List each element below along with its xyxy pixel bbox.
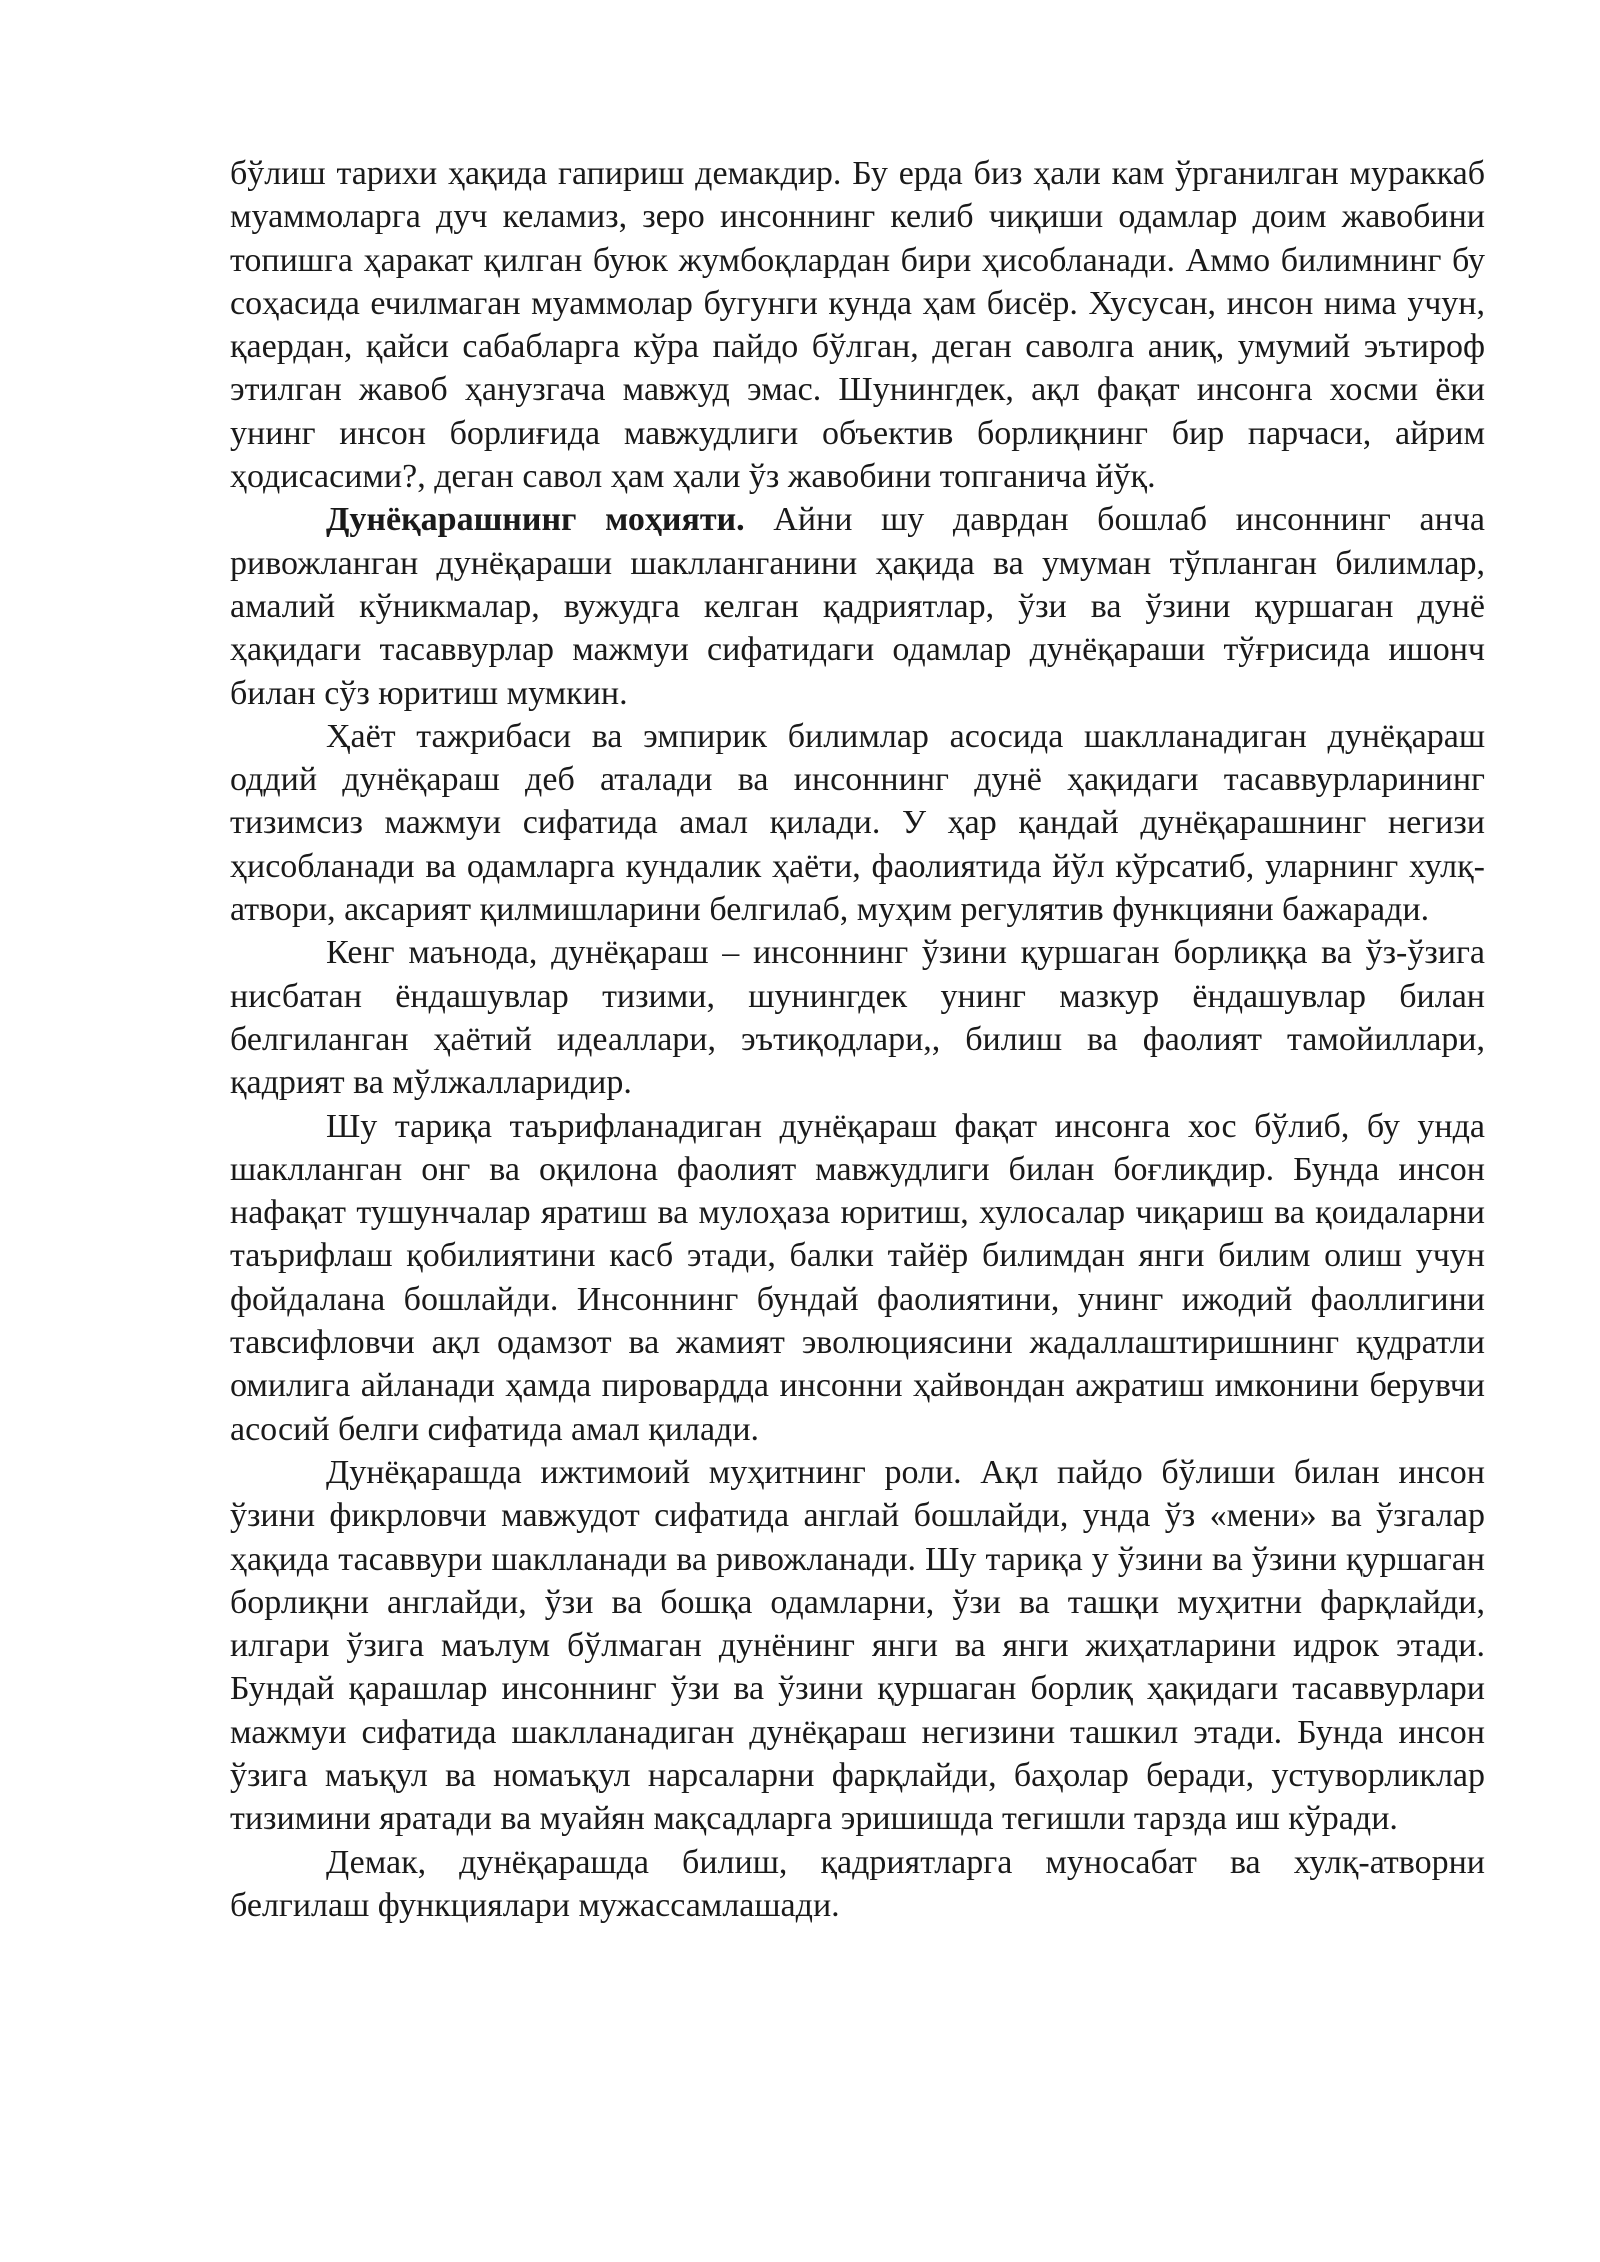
paragraph-7-text: Демак, дунёқарашда билиш, қадриятларга муносабат ва хулқ-атворни белгилаш функциялари мужассамлашади. — [230, 1843, 1485, 1924]
paragraph-1-text: бўлиш тарихи ҳақида гапириш демакдир. Бу ерда биз ҳали кам ўрганилган мураккаб муаммоларга дуч келамиз, зеро инсоннинг келиб чиқиши одамлар доим жавобини топишга ҳаракат қилган буюк жумбоқлардан бири ҳисобланади. Аммо билимнинг бу соҳасида ечилмаган муаммолар бугунги кунда ҳам бисёр. Хусусан, инсон нима учун, қаердан, қайси сабабларга кўра пайдо бўлган, деган саволга аниқ, умумий эътироф этилган жавоб ҳанузгача мавжуд эмас. Шунингдек, ақл фақат инсонга хосми ёки унинг инсон борлиғида мавжудлиги объектив борлиқнинг бир парчаси, айрим ҳодисасими?, деган савол ҳам ҳали ўз жавобини топганича йўқ. — [230, 155, 1485, 496]
paragraph-3 — [230, 715, 1485, 931]
paragraph-3-text: Ҳаёт тажрибаси ва эмпирик билимлар асосида шаклланадиган дунёқараш оддий дунёқараш деб аталади ва инсоннинг дунё ҳақидаги тасаввурларининг тизимсиз мажмуи сифатида амал қилади. У ҳар қандай дунёқарашнинг негизи ҳисобланади ва одамларга кундалик ҳаёти, фаолиятида йўл кўрсатиб, уларнинг хулқ-атвори, аксарият қилмишларини белгилаб, муҳим регулятив функцияни бажаради. — [230, 717, 1485, 929]
paragraph-5 — [230, 1105, 1485, 1451]
section-heading-worldview-essence: Дунёқарашнинг моҳияти. — [326, 501, 745, 539]
document-page — [230, 152, 1485, 1927]
paragraph-1 — [230, 152, 1485, 498]
paragraph-6 — [230, 1451, 1485, 1841]
paragraph-5-text: Шу тариқа таърифланадиган дунёқараш фақат инсонга хос бўлиб, бу унда шаклланган онг ва оқилона фаолият мавжудлиги билан боғлиқдир. Бунда инсон нафақат тушунчалар яратиш ва мулоҳаза юритиш, хулосалар чиқариш ва қоидаларни таърифлаш қобилиятини касб этади, балки тайёр билимдан янги билим олиш учун фойдалана бошлайди. Инсоннинг бундай фаолиятини, унинг ижодий фаоллигини тавсифловчи ақл одамзот ва жамият эволюциясини жадаллаштиришнинг қудратли омилига айланади ҳамда пировардда инсонни ҳайвондан ажратиш имконини берувчи асосий белги сифатида амал қилади. — [230, 1107, 1485, 1448]
paragraph-2 — [230, 498, 1485, 714]
paragraph-2-text: Айни шу даврдан бошлаб инсоннинг анча ривожланган дунёқараши шаклланганини ҳақида ва умуман тўпланган билимлар, амалий кўникмалар, вужудга келган қадриятлар, ўзи ва ўзини қуршаган дунё ҳақидаги тасаввурлар мажмуи сифатидаги одамлар дунёқараши тўғрисида ишонч билан сўз юритиш мумкин. — [230, 501, 1485, 712]
paragraph-6-text: Дунёқарашда ижтимоий муҳитнинг роли. Ақл пайдо бўлиши билан инсон ўзини фикрловчи мавжудот сифатида англай бошлайди, унда ўз «мени» ва ўзгалар ҳақида тасаввури шаклланади ва ривожланади. Шу тариқа у ўзини ва ўзини қуршаган борлиқни англайди, ўзи ва бошқа одамларни, ўзи ва ташқи муҳитни фарқлайди, илгари ўзига маълум бўлмаган дунёнинг янги ва янги жиҳатларини идрок этади. Бундай қарашлар инсоннинг ўзи ва ўзини қуршаган борлиқ ҳақидаги тасаввурлари мажмуи сифатида шаклланадиган дунёқараш негизини ташкил этади. Бунда инсон ўзига маъқул ва номаъқул нарсаларни фарқлайди, баҳолар беради, устуворликлар тизимини яратади ва муайян мақсадларга эришишда тегишли тарзда иш кўради. — [230, 1453, 1485, 1838]
paragraph-4 — [230, 931, 1485, 1104]
paragraph-4-text: Кенг маънода, дунёқараш – инсоннинг ўзини қуршаган борлиққа ва ўз-ўзига нисбатан ёндашувлар тизими, шунингдек унинг мазкур ёндашувлар билан белгиланган ҳаётий идеаллари, эътиқодлари,, билиш ва фаолият тамойиллари, қадрият ва мўлжалларидир. — [230, 934, 1485, 1102]
paragraph-7 — [230, 1841, 1485, 1928]
